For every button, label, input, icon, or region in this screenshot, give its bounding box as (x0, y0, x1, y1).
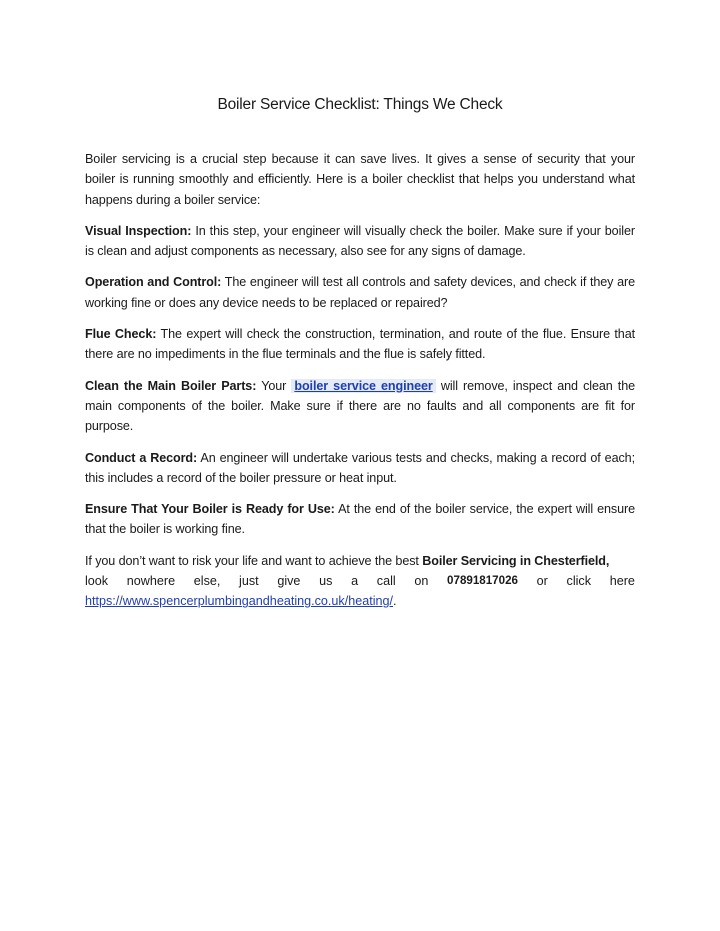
section-conduct-record (85, 448, 635, 489)
section-heading: Visual Inspection: (85, 223, 192, 238)
section-flue-check (85, 324, 635, 365)
section-visual-inspection (85, 221, 635, 262)
closing-word: or (536, 574, 548, 589)
closing-period: . (393, 594, 397, 609)
section-heading: Flue Check: (85, 327, 157, 342)
closing-word: on (414, 574, 429, 589)
document-page (85, 96, 635, 612)
section-text: Your (261, 378, 287, 393)
section-clean-parts (85, 376, 635, 437)
document-title: Boiler Service Checklist: Things We Check (217, 96, 503, 113)
closing-word: look (85, 574, 109, 589)
closing-word: nowhere (126, 574, 176, 589)
closing-word: a (351, 574, 359, 589)
closing-url-line (85, 591, 635, 611)
intro-paragraph: Boiler servicing is a crucial step because it can save lives. It gives a sense of security that your boiler is running smoothly and efficiently. Here is a boiler checklist that helps you understand what happens during a boiler service: (85, 152, 635, 207)
boiler-service-engineer-link[interactable]: boiler service engineer (291, 379, 435, 393)
section-text: At the end of the boiler service, the expert will ensure that the boiler is working fine. (85, 502, 635, 537)
closing-word: give (277, 574, 301, 589)
section-text: An engineer will undertake various tests and checks, making a record of each; this includes a record of the boiler pressure or heat input. (85, 450, 635, 485)
section-text: will remove, inspect and clean the main components of the boiler. Make sure if there are no faults and all components are fit for purpose. (85, 378, 635, 434)
section-heading: Conduct a Record: (85, 450, 198, 465)
closing-bold: Boiler Servicing in Chesterfield, (422, 553, 610, 568)
closing-text: If you don’t want to risk your life and want to achieve the best (85, 553, 419, 568)
closing-word: just (239, 574, 259, 589)
section-heading: Clean the Main Boiler Parts: (85, 378, 257, 393)
section-ready-for-use (85, 499, 635, 540)
closing-word: here (609, 574, 635, 589)
phone-number: 07891817026 (447, 574, 518, 588)
section-heading: Operation and Control: (85, 275, 222, 290)
section-operation-control (85, 272, 635, 313)
heating-url-link[interactable]: https://www.spencerplumbingandheating.co.uk/heating/ (85, 594, 394, 609)
closing-word: else, (193, 574, 221, 589)
closing-word: call (376, 574, 396, 589)
section-heading: Ensure That Your Boiler is Ready for Use: (85, 502, 335, 517)
section-text: The expert will check the construction, termination, and route of the flue. Ensure that there are no impediments in the flue terminals and the flue is safely fitted. (85, 327, 636, 362)
section-text: In this step, your engineer will visually check the boiler. Make sure if your boiler is clean and adjust components as necessary, also see for any signs of damage. (85, 223, 635, 259)
closing-call-line (85, 571, 635, 591)
closing-paragraph (85, 551, 635, 571)
section-text: The engineer will test all controls and safety devices, and check if they are working fine or does any device needs to be replaced or repaired? (85, 275, 636, 310)
closing-word: us (319, 574, 333, 589)
closing-word: click (566, 574, 592, 589)
